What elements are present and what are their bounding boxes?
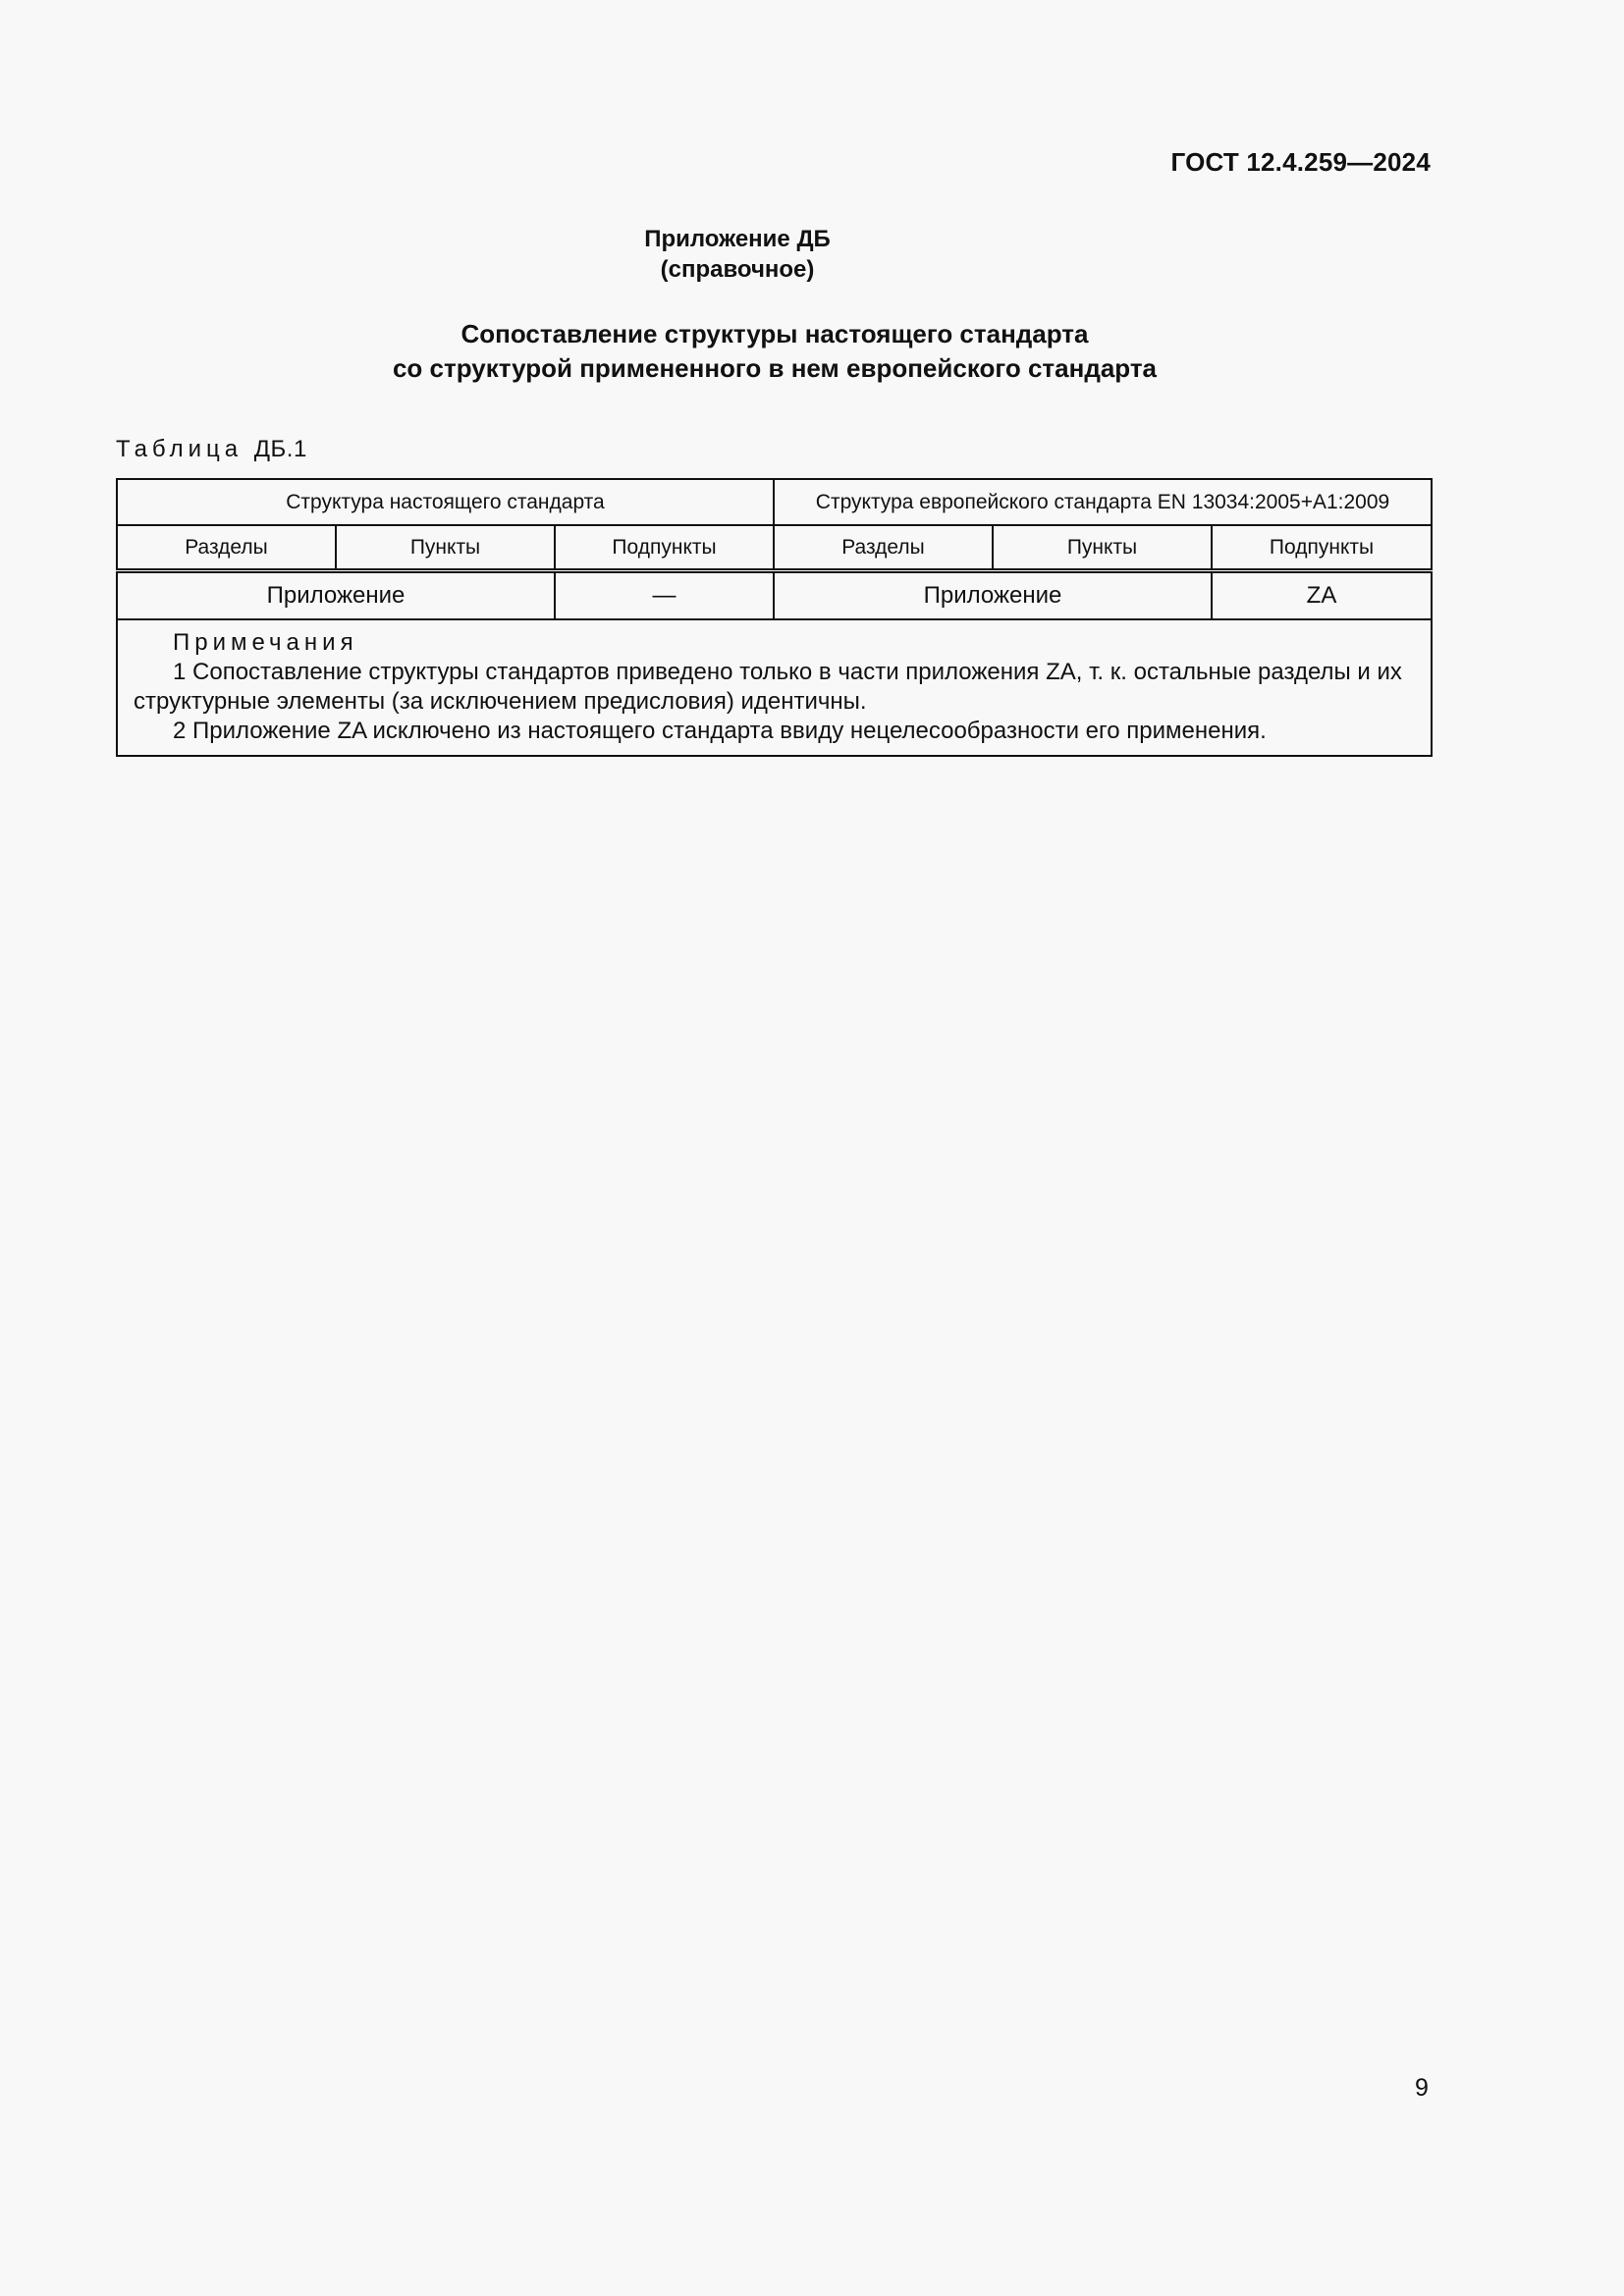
appendix-heading [0, 224, 1624, 285]
column-header: Подпункты [1212, 525, 1432, 571]
column-header: Пункты [336, 525, 555, 571]
table-caption-number: ДБ.1 [253, 436, 307, 462]
page-title [0, 317, 1624, 386]
column-header: Пункты [993, 525, 1212, 571]
column-header: Разделы [117, 525, 336, 571]
table-column-header-row [117, 525, 1432, 571]
note-item-1: 1 Сопоставление структуры стандартов приведено только в части приложения ZA, т. к. остальные разделы и их структурные элементы (за исключением предисловия) идентичны. [134, 659, 1402, 715]
cell-own-section: Приложение [117, 571, 555, 620]
notes-cell [117, 619, 1432, 756]
appendix-title: Приложение ДБ [644, 226, 831, 252]
notes-heading: Примечания [173, 629, 358, 656]
appendix-type: (справочное) [660, 256, 815, 283]
document-code: ГОСТ 12.4.259—2024 [1170, 147, 1431, 177]
title-line-1: Сопоставление структуры настоящего стандарта [460, 319, 1089, 348]
column-header: Подпункты [555, 525, 774, 571]
group-header-eu: Структура европейского стандарта EN 13034:2005+A1:2009 [774, 479, 1432, 525]
group-header-own: Структура настоящего стандарта [117, 479, 774, 525]
column-header: Разделы [774, 525, 993, 571]
table-group-header-row [117, 479, 1432, 525]
cell-own-subpoint: — [555, 571, 774, 620]
note-item-2: 2 Приложение ZA исключено из настоящего стандарта ввиду нецелесообразности его применения. [173, 718, 1267, 744]
title-line-2: со структурой примененного в нем европейского стандарта [392, 353, 1158, 383]
comparison-table [116, 478, 1433, 757]
page-number: 9 [1415, 2074, 1429, 2102]
cell-eu-section: Приложение [774, 571, 1212, 620]
table-notes-row [117, 619, 1432, 756]
table-caption-word: Таблица [116, 436, 244, 462]
table-caption [116, 436, 307, 463]
cell-eu-subpoint: ZA [1212, 571, 1432, 620]
table-row [117, 571, 1432, 620]
